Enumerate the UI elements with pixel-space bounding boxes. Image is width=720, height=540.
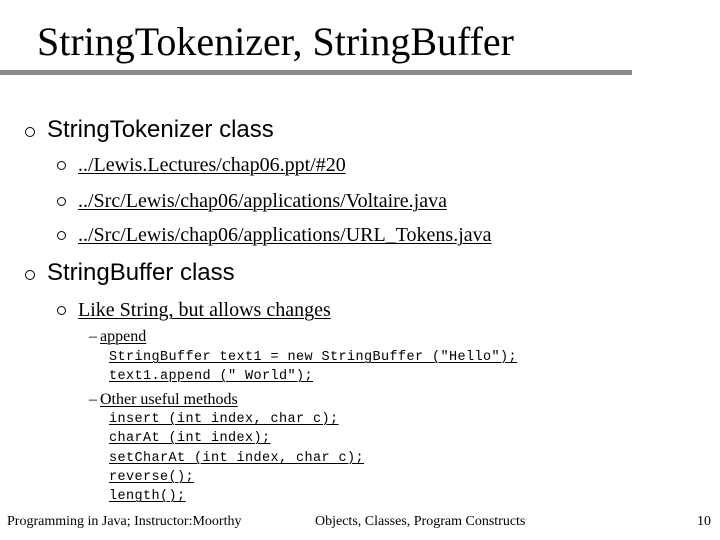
dash-marker: – [89, 391, 97, 408]
bullet-icon [25, 127, 35, 137]
section-heading-stringbuffer: StringBuffer class [47, 259, 235, 286]
dash-marker: – [89, 328, 97, 345]
link-voltaire-java[interactable]: ../Src/Lewis/chap06/applications/Voltaire.java [78, 190, 447, 212]
page-number: 10 [697, 514, 711, 529]
link-like-string[interactable]: Like String, but allows changes [78, 299, 331, 321]
code-line[interactable]: setCharAt (int index, char c); [109, 451, 365, 466]
footer-topic: Objects, Classes, Program Constructs [315, 514, 526, 529]
code-line[interactable]: insert (int index, char c); [109, 412, 339, 427]
bullet-icon [57, 231, 66, 240]
link-lewis-lectures[interactable]: ../Lewis.Lectures/chap06.ppt/#20 [78, 154, 346, 176]
bullet-icon [57, 161, 66, 170]
footer-course: Programming in Java; Instructor:Moorthy [7, 514, 242, 529]
code-line[interactable]: text1.append (" World"); [109, 369, 314, 384]
code-line[interactable]: reverse(); [109, 470, 195, 485]
code-line[interactable]: StringBuffer text1 = new StringBuffer ("Hello"); [109, 350, 518, 365]
code-line[interactable]: charAt (int index); [109, 431, 271, 446]
link-url-tokens-java[interactable]: ../Src/Lewis/chap06/applications/URL_Tokens.java [78, 224, 492, 246]
code-line[interactable]: length(); [109, 489, 186, 504]
bullet-icon [57, 197, 66, 206]
link-append[interactable]: append [100, 328, 147, 345]
section-heading-stringtokenizer: StringTokenizer class [47, 116, 274, 143]
title-divider [0, 70, 632, 75]
bullet-icon [25, 270, 35, 280]
bullet-icon [57, 306, 66, 315]
slide-title: StringTokenizer, StringBuffer [37, 19, 514, 64]
link-other-useful-methods[interactable]: Other useful methods [100, 391, 238, 408]
